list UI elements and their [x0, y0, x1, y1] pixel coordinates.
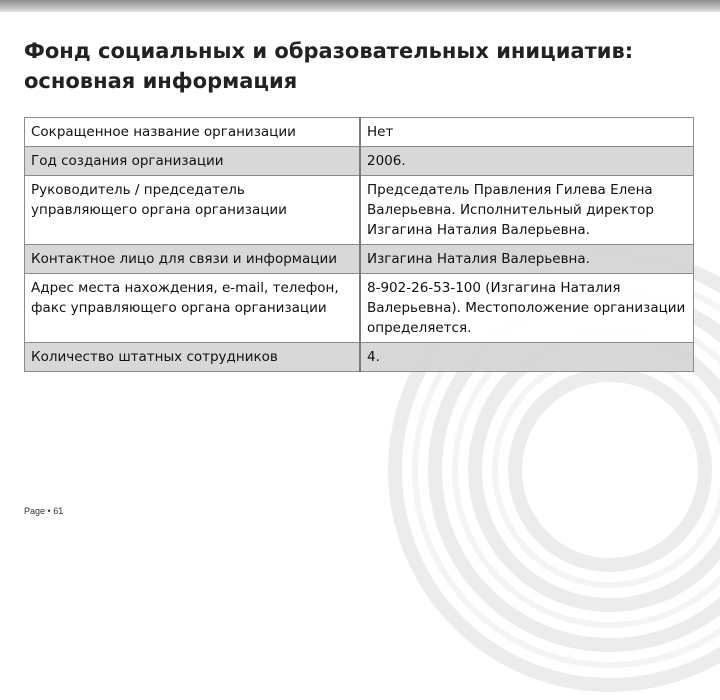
top-gradient-band: [0, 0, 720, 12]
row-label: Год создания организации: [25, 147, 361, 176]
row-label: Руководитель / председатель управляющего органа организации: [25, 176, 361, 245]
row-value: Председатель Правления Гилева Елена Валерьевна. Исполнительный директор Изгагина Наталия Валерьевна.: [360, 176, 694, 245]
table-row: [25, 343, 694, 372]
table-row: [25, 274, 694, 343]
page-number: 61: [53, 506, 64, 516]
row-value: 8-902-26-53-100 (Изгагина Наталия Валерьевна). Местоположение организации определяется.: [360, 274, 694, 343]
row-value: Нет: [360, 118, 694, 147]
page-footer: [24, 506, 63, 516]
table-row: [25, 147, 694, 176]
table-row: [25, 176, 694, 245]
info-table: [24, 117, 694, 372]
table-row: [25, 118, 694, 147]
row-value: 2006.: [360, 147, 694, 176]
row-label: Контактное лицо для связи и информации: [25, 245, 361, 274]
row-label: Количество штатных сотрудников: [25, 343, 361, 372]
page-label: Page: [24, 506, 46, 516]
page-separator: •: [47, 506, 51, 516]
row-value: 4.: [360, 343, 694, 372]
row-label: Сокращенное название организации: [25, 118, 361, 147]
row-label: Адрес места нахождения, e-mail, телефон, факс управляющего органа организации: [25, 274, 361, 343]
table-row: [25, 245, 694, 274]
page-title: Фонд социальных и образовательных инициатив: основная информация: [24, 39, 634, 93]
row-value: Изгагина Наталия Валерьевна.: [360, 245, 694, 274]
